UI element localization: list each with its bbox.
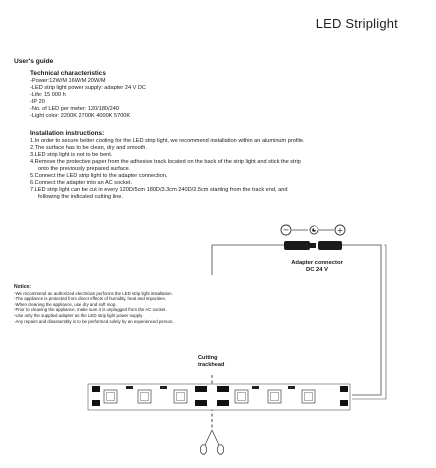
led-strip <box>88 384 350 410</box>
resistor-icon <box>160 386 167 389</box>
installation-line: 3.LED strip light is not to be bent. <box>30 152 113 159</box>
technical-line: -Life: 15 000 h <box>30 92 66 99</box>
solder-pad <box>217 386 229 392</box>
solder-pad <box>217 400 229 406</box>
led-chip-icon <box>268 390 281 403</box>
notice-line: -We recommend an authorized electrician performs the LED strip light installation. <box>14 290 173 296</box>
adapter-plug-icon <box>284 241 310 250</box>
installation-heading: Installation instructions: <box>30 130 105 137</box>
led-chip-icon <box>174 390 187 403</box>
notice-line: -Prior to cleaning the appliance, make sure it is unplugged from the AC socket. <box>14 307 167 313</box>
resistor-icon <box>252 386 259 389</box>
technical-heading: Technical characteristics <box>30 70 106 77</box>
solder-pad <box>195 400 207 406</box>
installation-line: following the indicated cutting line. <box>38 193 123 200</box>
adapter-label-line: Adapter connector <box>291 260 343 266</box>
installation-line: 4.Remove the protective paper from the adhesive track located on the back of the strip light and stick the strip <box>30 159 301 166</box>
led-chip-icon <box>104 390 117 403</box>
notice-line: -The appliance is protected from direct effects of humidity, heat and impurities. <box>14 296 166 302</box>
technical-line: -IP 20 <box>30 99 45 106</box>
svg-text:+: + <box>336 225 344 235</box>
installation-line: 1.In order to secure better cooling for the LED strip light, we recommend installation within an aluminum profile. <box>30 138 305 145</box>
page-title: LED Striplight <box>315 16 398 31</box>
technical-line: -No. of LED per meter: 120/180/240 <box>30 106 119 113</box>
installation-line: onto the previously prepared surface. <box>38 166 131 173</box>
cutting-label-line: Cutting <box>198 355 218 361</box>
solder-pad <box>92 400 100 406</box>
cable-right <box>342 245 381 395</box>
solder-pad <box>92 386 100 392</box>
technical-line: -Light color: 2200K 2700K 4000K 5700K <box>30 112 131 119</box>
guide-heading: User's guide <box>14 58 54 65</box>
svg-text:−: − <box>282 225 290 235</box>
adapter-socket-icon <box>318 241 342 250</box>
technical-line: -Power:12W/M 16W/M 20W/M <box>30 78 106 85</box>
cutting-label-line: trackhead <box>198 361 225 368</box>
notice-line: -When cleaning the appliance, use dry and soft mop. <box>14 301 117 307</box>
installation-line: 7.LED strip light can be cut in every 120D/5cm 180D/3.3cm 240D/2.5cm starting from the track end, and <box>30 186 288 193</box>
scissors-icon <box>200 430 223 454</box>
installation-line: 5.Connect the LED strip light to the adapter connection. <box>30 172 168 179</box>
installation-line: 6.Connect the adapter into an AC socket. <box>30 179 132 186</box>
led-chip-icon <box>235 390 248 403</box>
led-chip-icon <box>302 390 315 403</box>
plus-terminal-icon <box>335 225 345 235</box>
solder-pad <box>340 386 348 392</box>
solder-pad <box>340 400 348 406</box>
adapter-voltage-label: DC 24 V <box>306 266 328 273</box>
technical-line: -LED strip light power supply: adapter 24 V DC <box>30 85 146 92</box>
notice-line: -Use only the supplied adapter as the LED strip light power supply. <box>14 312 144 318</box>
installation-line: 2.The surface has to be clean, dry and smooth. <box>30 145 147 152</box>
cable-left <box>212 245 284 275</box>
led-chip-icon <box>138 390 151 403</box>
resistor-icon <box>126 386 133 389</box>
minus-terminal-icon <box>281 225 291 235</box>
resistor-icon <box>288 386 295 389</box>
notice-line: -Any repairs and disassembly is to be performed solely by an experienced person. <box>14 318 174 324</box>
solder-pad <box>195 386 207 392</box>
notice-heading: Notice: <box>14 284 31 290</box>
center-pin-icon <box>310 226 318 234</box>
